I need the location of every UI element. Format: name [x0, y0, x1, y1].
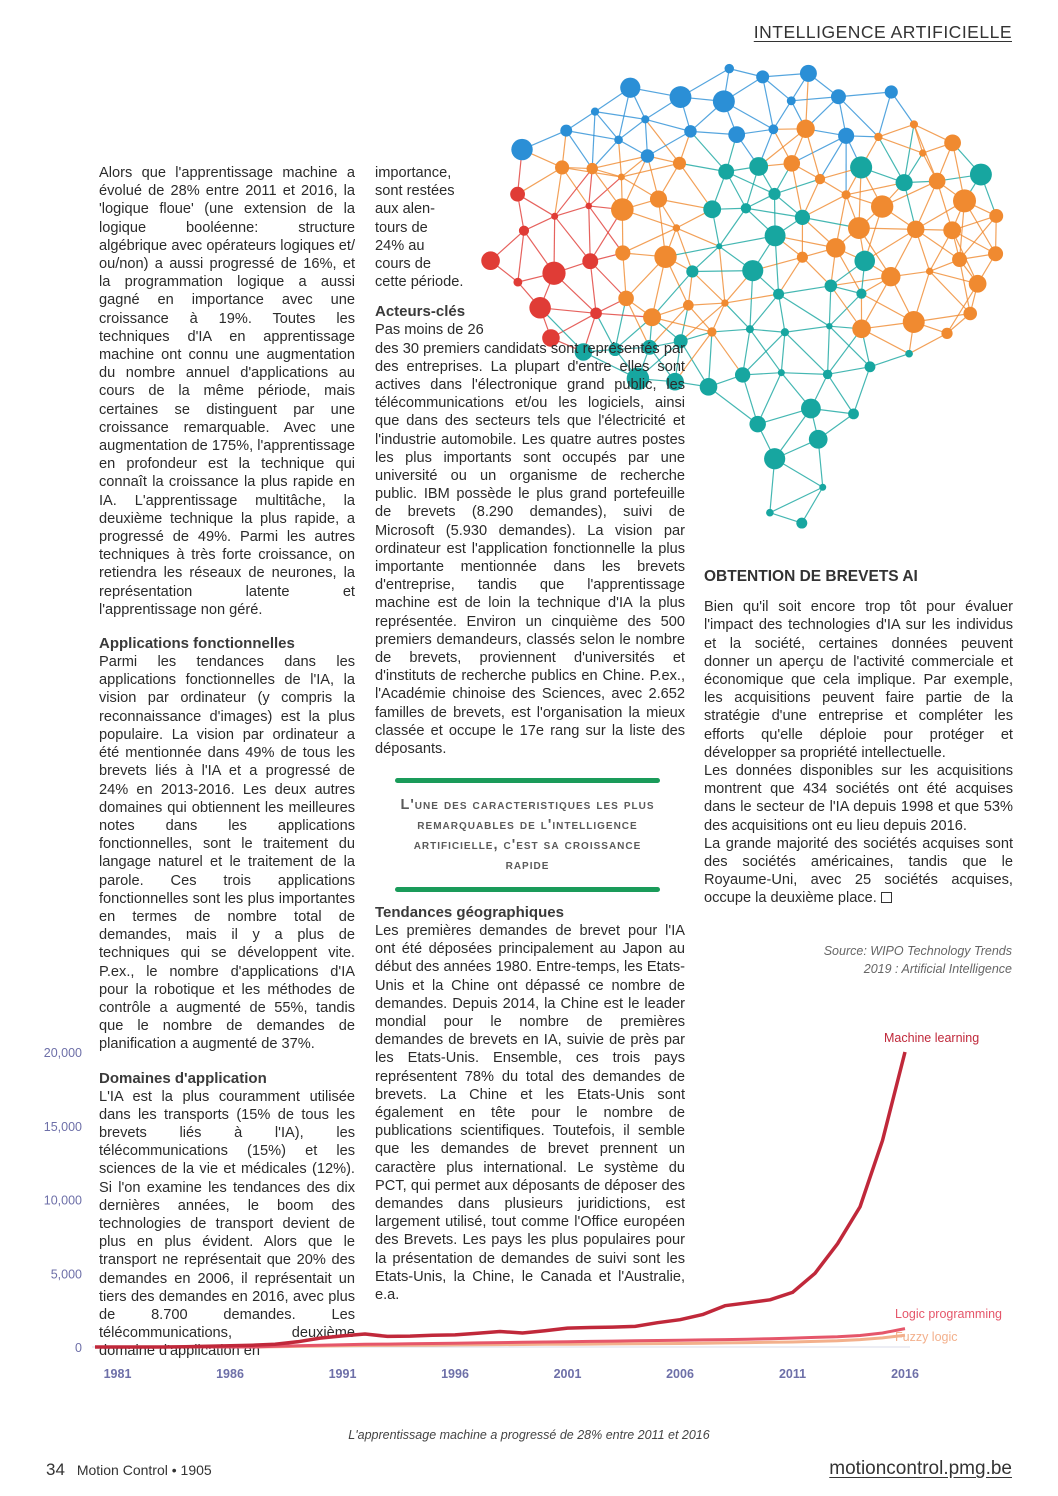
x-tick-label: 2011	[778, 1367, 807, 1381]
quote-rule-bottom	[395, 887, 660, 892]
x-tick-label: 2016	[891, 1367, 919, 1381]
text-line: cette période.	[375, 274, 464, 291]
obtention-paragraph-1: Bien qu'il soit encore trop tôt pour évaluer l'impact des technologies d'IA sur les individus et la société, certaines données peuvent donner un aperçu de l'activité commerciale et économique que cela implique. Par exemple, les acquisitions peuvent faire partie de la stratégie d'une entreprise et compléter les efforts qu'elle déploie pour protéger et développer sa propriété intellectuelle.	[704, 599, 1013, 761]
acteurs-first-line: Pas moins de 26	[375, 322, 484, 339]
domaines-paragraph: L'IA est la plus couramment utilisée dans les transports (15% de tous les brevets liés à l'IA), les télécommunications (15%) et les sciences de la vie et médicales (12%). Si l'on examine les tendances des dix dernières années, le boom des technologies de transport devient de plus en plus évident. Alors que le transport ne représentait que 20% des demandes en 2006, il représentait un tiers des demandes en 2016, avec plus de 8.700 demandes. Les télécommunications, deuxième domaine d'application en	[99, 1088, 355, 1360]
magazine-name: Motion Control • 1905	[76, 1462, 212, 1478]
geo-heading: Tendances géographiques	[375, 904, 564, 921]
text-line: cours de	[375, 256, 431, 273]
x-tick-label: 1991	[328, 1367, 357, 1381]
y-tick-label: 20,000	[43, 1046, 82, 1060]
acteurs-heading: Acteurs-clés	[375, 303, 466, 321]
intro-paragraph: Alors que l'apprentissage machine a évolué de 28% entre 2011 et 2016, la 'logique floue' (une extension de la logique booléenne: structure algébrique avec opérateurs logiques et/ ou/non) a aussi progressé de 16%, et la programmation logique a aussi gagné en importance avec une croissance à 19%. Toutes les techniques d'IA en apprentissage machine ont connu une augmentation du nombre annuel d'applications au cours de la même période, mais certaines se distinguent par une croissance remarquable. Avec une augmentation de 175%, l'apprentissage en profondeur est la technique qui connaît la croissance la plus rapide en IA. L'apprentissage multitâche, la deuxième technique la plus rapide, a progressé de 49%. Parmi les autres techniques à très forte croissance, on retiendra les réseaux de neurones, la représentation latente et l'apprentissage non géré.	[99, 165, 355, 618]
text-line: tours de	[375, 219, 428, 236]
column-right	[704, 568, 1013, 908]
source-note	[752, 942, 1012, 978]
y-tick-label: 0	[75, 1341, 82, 1355]
obtention-heading: OBTENTION DE BREVETS AI	[704, 568, 918, 585]
applications-heading: Applications fonctionnelles	[99, 635, 295, 653]
text-line: 24% au	[375, 237, 425, 254]
series-label: Logic programming	[895, 1307, 1002, 1321]
applications-paragraph: Parmi les tendances dans les applications fonctionnelles de l'IA, la vision par ordinateur (y compris la reconnaissance d'images) est la plus populaire. La vision par ordinateur a été mentionnée dans 49% de tous les brevets liés à l'IA et a progressé de 24% en 2013-2016. Les deux autres domaines qui obtiennent les meilleures notes dans les applications fonctionnelles, sont le traitement du langage naturel et le traitement de la parole. Ces trois applications fonctionnelles sont les plus importantes en termes de nombre total de demandes, mais il y a plus de techniques qui se développent vite. P.ex., le nombre d'applications d'IA pour la robotique et les méthodes de contrôle a augmenté de 55%, tandis que le nombre de demandes de planification a augmenté de 37%.	[99, 654, 355, 1053]
quote-text: L'une des caracteristiques les plus remarquables de l'intelligence artificielle, c'est sa croissance rapide	[400, 797, 655, 873]
x-tick-label: 1981	[103, 1367, 132, 1381]
quote-rule-top	[395, 778, 660, 783]
column-middle	[375, 164, 685, 758]
x-tick-label: 2001	[553, 1367, 582, 1381]
footer-url-link[interactable]: motioncontrol.pmg.be	[829, 1458, 1012, 1479]
pull-quote	[385, 778, 670, 892]
chart-caption: L'apprentissage machine a progressé de 28% entre 2011 et 2016	[348, 1428, 710, 1442]
y-tick-label: 15,000	[43, 1119, 82, 1134]
series-label: Fuzzy logic	[895, 1330, 958, 1344]
x-tick-label: 1986	[216, 1367, 244, 1381]
x-tick-label: 1996	[441, 1367, 469, 1381]
section-header: INTELLIGENCE ARTIFICIELLE	[753, 22, 1012, 42]
text-line: sont restées	[375, 183, 455, 200]
series-line	[95, 1052, 905, 1347]
obtention-paragraph-3-text: La grande majorité des sociétés acquises sont des sociétés américaines, tandis que le Royaume-Uni, avec 25 sociétés acquises, occupe la deuxième place.	[704, 835, 1013, 907]
acteurs-paragraph: des 30 premiers candidats sont représentés par des entreprises. La plupart d'entre elles sont actives dans l'électronique grand public, les télécommunications et/ou les logiciels, ainsi que dans des secteurs tels que l'électricité et l'industrie automobile. Les quatre autres postes les plus importants sont occupés par une université ou un organisme de recherche public. IBM possède le plus grand portefeuille de brevets (8.290 demandes), suivi de Microsoft (5.930 demandes). La vision par ordinateur est l'application fonctionnelle la plus importante mentionnée dans les brevets d'entreprise, tandis que l'apprentissage machine est de loin la technique d'IA la plus représentée. Environ un cinquième des 500 premiers demandeurs, classés selon le nombre de brevets, proviennent d'universités et d'instituts de recherche publics en Chine. P.ex., l'Académie chinoise des Sciences, avec 2.652 familles de brevets, est l'organisation la mieux classée et occupe le 17e rang sur la liste des déposants.	[375, 340, 685, 758]
series-label: Machine learning	[884, 1031, 980, 1045]
end-square-icon	[881, 892, 892, 903]
x-tick-label: 2006	[666, 1367, 694, 1381]
obtention-paragraph-3	[704, 835, 1013, 908]
text-line: aux alen-	[375, 201, 436, 218]
page-number: 34	[46, 1460, 65, 1479]
source-line-2: 2019 : Artificial Intelligence	[863, 962, 1012, 976]
footer-left	[46, 1460, 212, 1480]
continuation-lines	[375, 164, 465, 291]
y-tick-label: 10,000	[43, 1193, 82, 1208]
text-line: importance,	[375, 165, 452, 181]
patent-trend-chart	[0, 1020, 1058, 1400]
obtention-paragraph-2: Les données disponibles sur les acquisitions montrent que 434 sociétés ont été acquises dans le secteur de l'IA depuis 1998 et que 53% des acquisitions ont eu lieu depuis 2016.	[704, 763, 1013, 834]
y-tick-label: 5,000	[50, 1267, 82, 1282]
geo-paragraph: Les premières demandes de brevet pour l'IA ont été déposées principalement au Japon au début des années 1980. Entre-temps, les Etats-Unis et la Chine ont dépassé ce nombre de demandes. Depuis 2014, la Chine est le leader mondial pour le nombre de premières demandes de brevets en IA, suivie de près par les Etats-Unis. Ensemble, ces trois pays représentent 78% du total des demandes de brevets. La Chine et les Etats-Unis sont également en tête pour le nombre de publications scientifiques. Toutefois, il semble que les demandes de brevet prennent un caractère plus international. Le système du PCT, qui permet aux déposants de déposer des demandes dans plusieurs juridictions, est largement utilisé, tout comme l'Office européen des Brevets. Les pays les plus populaires pour la présentation de demandes de suivi sont les Etats-Unis, la Chine, le Canada et l'Australie, e.a.	[375, 923, 685, 1304]
domaines-heading: Domaines d'application	[99, 1069, 267, 1087]
source-line-1: Source: WIPO Technology Trends	[823, 944, 1012, 958]
